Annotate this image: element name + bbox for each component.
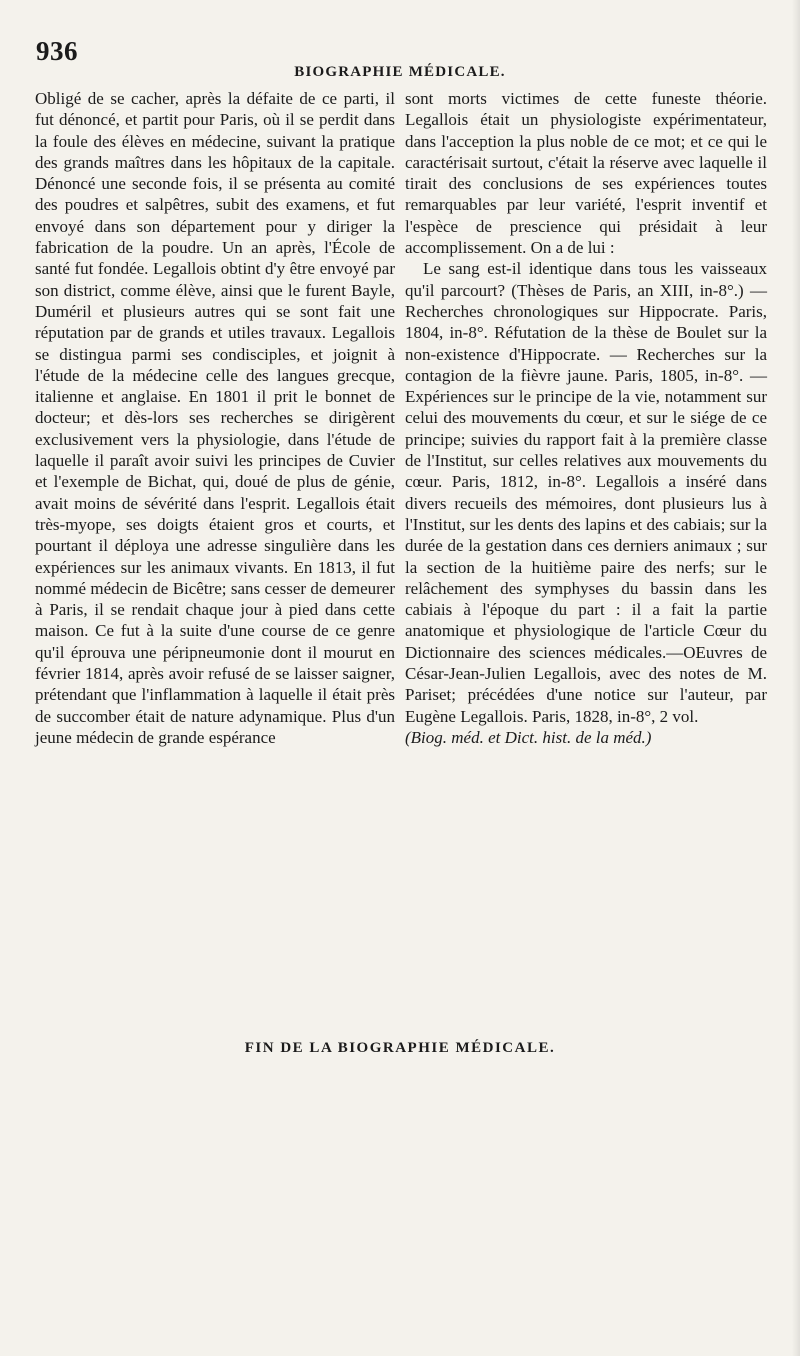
right-column (405, 88, 767, 748)
left-column-paragraph: Obligé de se cacher, après la défaite de ce parti, il fut dénoncé, et partit pour Paris, où il se perdit dans la foule des élèves en médecine, suivant la pratique des grands maîtres dans les hôpitaux de la capitale. Dénoncé une seconde fois, il se présenta au comité des poudres et salpêtres, subit des examens, et fut envoyé dans son département pour y diriger la fabrication de la poudre. Un an après, l'École de santé fut fondée. Legallois obtint d'y être envoyé par son district, comme élève, ainsi que le furent Bayle, Duméril et plusieurs autres qui se sont fait une réputation par de grands et utiles travaux. Legallois se distingua parmi ses condisciples, et joignit à l'étude de la médecine celle des langues grecque, italienne et anglaise. En 1801 il prit le bonnet de docteur; et dès-lors ses recherches se dirigèrent exclusivement vers la physiologie, dans l'étude de laquelle il paraît avoir suivi les principes de Cuvier et l'exemple de Bichat, qui, doué de plus de génie, avait moins de sévérité dans l'esprit. Legallois était très-myope, ses doigts étaient gros et courts, et pourtant il déploya une adresse singulière dans les expériences sur les animaux vivants. En 1813, il fut nommé médecin de Bicêtre; sans cesser de demeurer à Paris, il se rendait chaque jour à pied dans cette maison. Ce fut à la suite d'une course de ce genre qu'il éprouva une péripneumonie dont il mourut en février 1814, après avoir refusé de se laisser saigner, prétendant que l'inflammation à laquelle il était près de succomber était de nature adynamique. Plus d'un jeune médecin de grande espérance (35, 89, 395, 747)
page-edge-shadow (792, 0, 800, 1356)
running-head: BIOGRAPHIE MÉDICALE. (294, 64, 506, 80)
source-citation (405, 727, 767, 748)
works-list-paragraph: Le sang est-il identique dans tous les vaisseaux qu'il parcourt? (Thèses de Paris, an XIII, in-8°.) — Recherches chronologiques sur Hippocrate. Paris, 1804, in-8°. Réfutation de la thèse de Boulet sur la non-existence d'Hippocrate. — Recherches sur la contagion de la fièvre jaune. Paris, 1805, in-8°. — Expériences sur le principe de la vie, notamment sur celui des mouvements du cœur, et sur le siége de ce principe; suivies du rapport fait à la première classe de l'Institut, sur celles relatives aux mouvements du cœur. Paris, 1812, in-8°. Legallois a inséré dans divers recueils des mémoires, dont plusieurs lus à l'Institut, sur les dents des lapins et des cabiais; sur la durée de la gestation dans ces derniers animaux ; sur la section de la huitième paire des nerfs; sur le relâchement des symphyses du bassin dans les cabiais à l'époque du part : il a fait la partie anatomique et physiologique de l'article Cœur du Dictionnaire des sciences médicales.—OEuvres de César-Jean-Julien Legallois, avec des notes de M. Pariset; précédées d'une notice sur l'auteur, par Eugène Legallois. Paris, 1828, in-8°, 2 vol. (405, 259, 767, 726)
page-number: 936 (36, 36, 78, 66)
source-citation-text: (Biog. méd. et Dict. hist. de la méd.) (405, 727, 652, 747)
right-column-paragraph: sont morts victimes de cette funeste théorie. Legallois était un physiologiste expérimentateur, dans l'acception la plus noble de ce mot; et ce qui le caractérisait surtout, c'était la réserve avec laquelle il tirait des conclusions de ses expériences toutes remarquables par leur variété, l'esprit inventif et l'espèce de prescience qui présidait à leur accomplissement. On a de lui : (405, 89, 767, 258)
end-of-section-footer: FIN DE LA BIOGRAPHIE MÉDICALE. (244, 1040, 556, 1056)
left-column (35, 88, 395, 748)
